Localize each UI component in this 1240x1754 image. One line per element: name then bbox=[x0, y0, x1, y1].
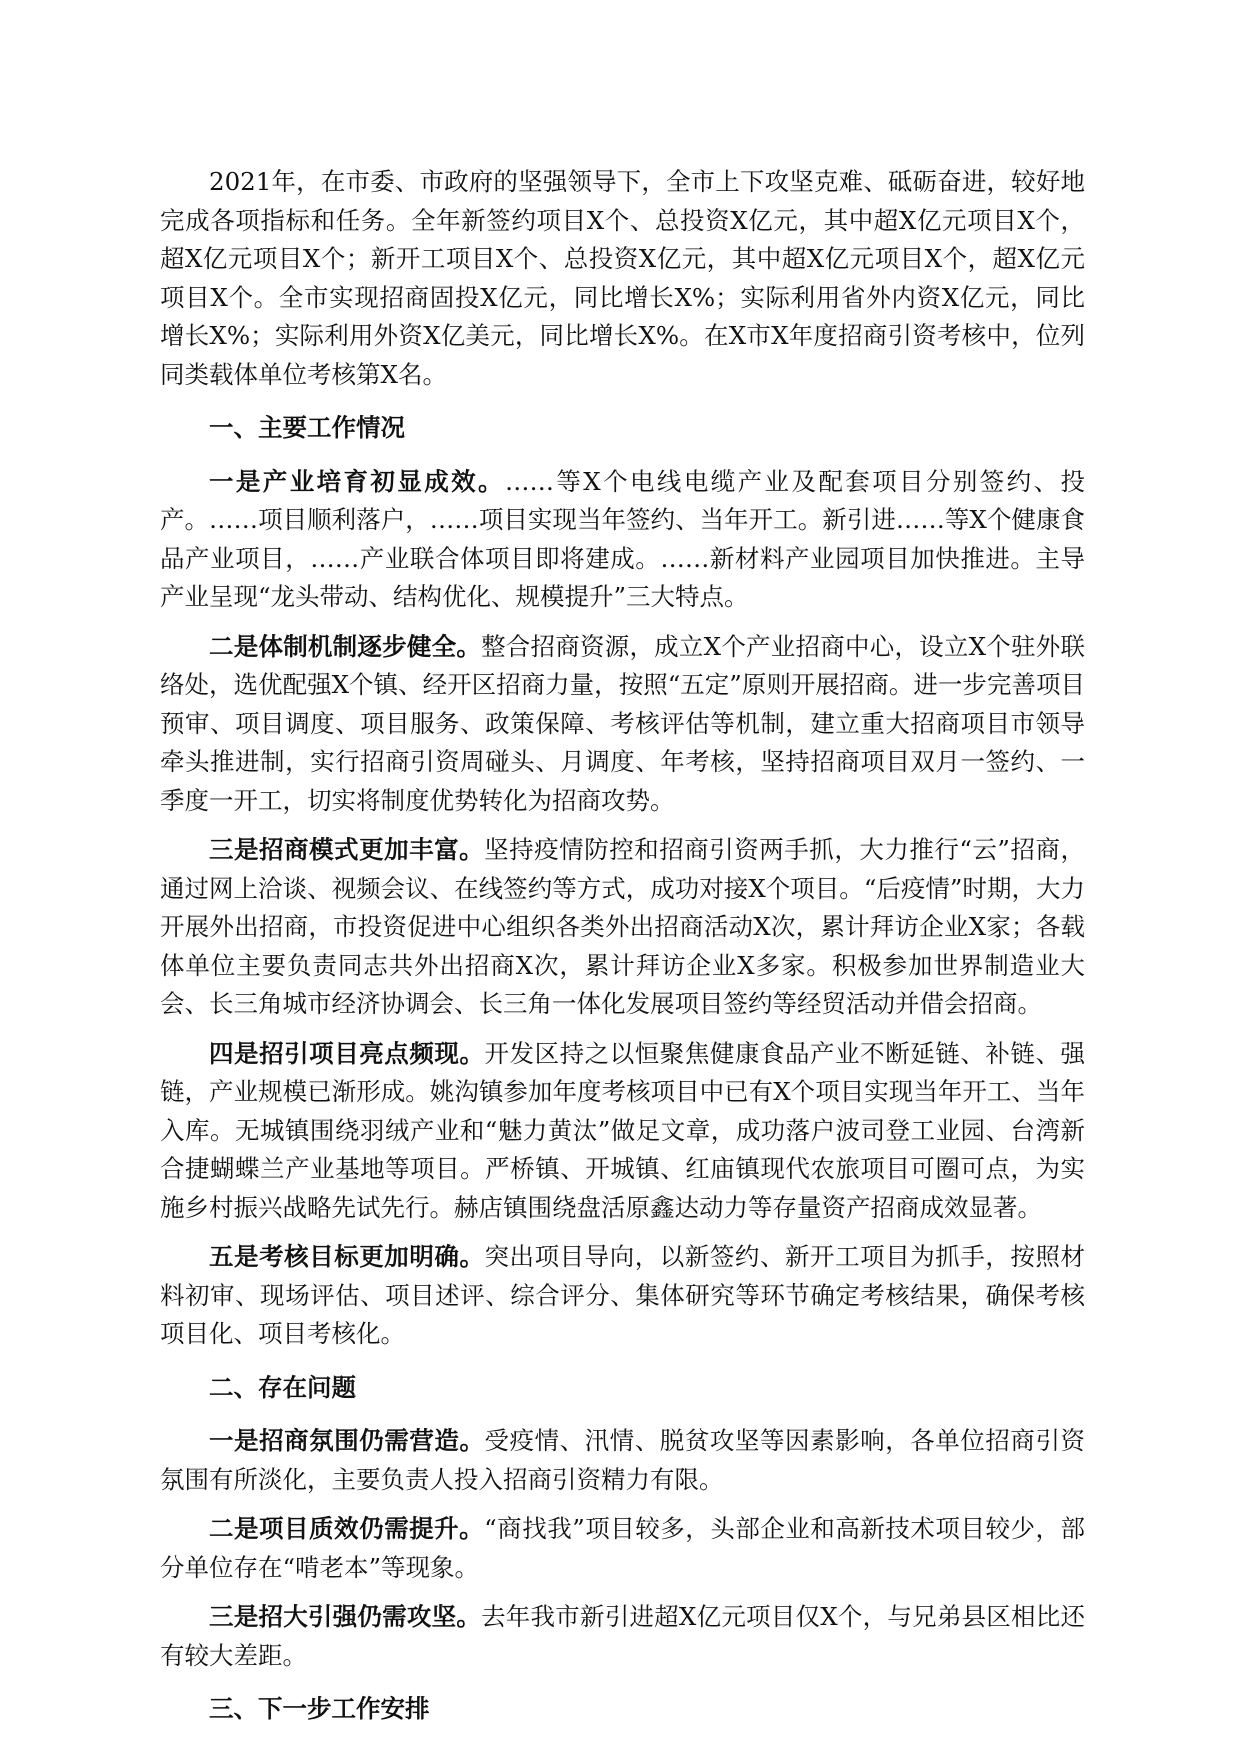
section-heading-problems: 二、存在问题 bbox=[209, 1372, 356, 1402]
paragraph-lead: 三是招商模式更加丰富。 bbox=[209, 835, 485, 864]
paragraph-text: 坚持疫情防控和招商引资两手抓，大力推行“云”招商，通过网上洽谈、视频会议、在线签约等方式，成功对接X个项目。“后疫情”时期，大力开展外出招商，市投资促进中心组织各类外出招商活动X次，累计拜访企业X家；各载体单位主要负责同志共外出招商X次，累计拜访企业X多家。积极参加世界制造业大会、长三角城市经济协调会、长三角一体化发展项目签约等经贸活动并借会招商。 bbox=[160, 835, 1085, 1018]
paragraph-lead: 三是招大引强仍需攻坚。 bbox=[209, 1602, 482, 1631]
paragraph-text: 受疫情、汛情、脱贫攻坚等因素影响，各单位招商引资氛围有所淡化，主要负责人投入招商引资精力有限。 bbox=[160, 1426, 1085, 1494]
intro-paragraph: 2021年，在市委、市政府的坚强领导下，全市上下攻坚克难、砥砺奋进，较好地完成各项指标和任务。全年新签约项目X个、总投资X亿元，其中超X亿元项目X个，超X亿元项目X个；新开工项目X个、总投资X亿元，其中超X亿元项目X个，超X亿元项目X个。全市实现招商固投X亿元，同比增长X%；实际利用省外内资X亿元，同比增长X%；实际利用外资X亿美元，同比增长X%。在X市X年度招商引资考核中，位列同类载体单位考核第X名。 bbox=[160, 167, 1085, 389]
paragraph-text: 开发区持之以恒聚焦健康食品产业不断延链、补链、强链，产业规模已渐形成。姚沟镇参加年度考核项目中已有X个项目实现当年开工、当年入库。无城镇围绕羽绒产业和“魅力黄汰”做足文章，成功落户波司登工业园、台湾新合捷蝴蝶兰产业基地等项目。严桥镇、开城镇、红庙镇现代农旅项目可圈可点，为实施乡村振兴战略先试先行。赫店镇围绕盘活原鑫达动力等存量资产招商成效显著。 bbox=[160, 1038, 1085, 1222]
paragraph-lead: 二是项目质效仍需提升。 bbox=[209, 1514, 485, 1543]
paragraph-investment-mode bbox=[160, 831, 1085, 1024]
paragraph-major-projects bbox=[160, 1598, 1085, 1675]
paragraph-lead: 一是产业培育初显成效。 bbox=[209, 466, 505, 496]
paragraph-lead: 五是考核目标更加明确。 bbox=[209, 1242, 485, 1271]
paragraph-mechanism bbox=[160, 628, 1085, 821]
paragraph-text: 去年我市新引进超X亿元项目仅X个，与兄弟县区相比还有较大差距。 bbox=[160, 1602, 1086, 1670]
paragraph-text: 整合招商资源，成立X个产业招商中心，设立X个驻外联络处，选优配强X个镇、经开区招商力量，按照“五定”原则开展招商。进一步完善项目预审、项目调度、项目服务、政策保障、考核评估等机制，建立重大招商项目市领导牵头推进制，实行招商引资周碰头、月调度、年考核，坚持招商项目双月一签约、一季度一开工，切实将制度优势转化为招商攻势。 bbox=[160, 631, 1086, 815]
paragraph-text: “商找我”项目较多，头部企业和高新技术项目较少，部分单位存在“啃老本”等现象。 bbox=[160, 1514, 1085, 1582]
paragraph-atmosphere bbox=[160, 1422, 1085, 1499]
document-body bbox=[160, 163, 1085, 1729]
paragraph-lead: 四是招引项目亮点频现。 bbox=[209, 1038, 485, 1068]
paragraph-text: ……等X个电线电缆产业及配套项目分别签约、投产。……项目顺利落户，……项目实现当年签约、当年开工。新引进……等X个健康食品产业项目，……产业联合体项目即将建成。……新材料产业园项目加快推进。主导产业呈现“龙头带动、结构优化、规模提升”三大特点。 bbox=[160, 466, 1085, 611]
paragraph-text: 突出项目导向，以新签约、新开工项目为抓手，按照材料初审、现场评估、项目述评、综合评分、集体研究等环节确定考核结果，确保考核项目化、项目考核化。 bbox=[160, 1242, 1085, 1348]
section-heading-next-steps: 三、下一步工作安排 bbox=[209, 1694, 430, 1723]
paragraph-industry bbox=[160, 463, 1085, 617]
paragraph-lead: 二是体制机制逐步健全。 bbox=[209, 631, 482, 661]
paragraph-project-highlights bbox=[160, 1035, 1085, 1228]
paragraph-quality bbox=[160, 1510, 1085, 1587]
paragraph-lead: 一是招商氛围仍需营造。 bbox=[209, 1426, 485, 1455]
paragraph-assessment bbox=[160, 1238, 1085, 1354]
section-heading-main-work: 一、主要工作情况 bbox=[209, 413, 405, 442]
